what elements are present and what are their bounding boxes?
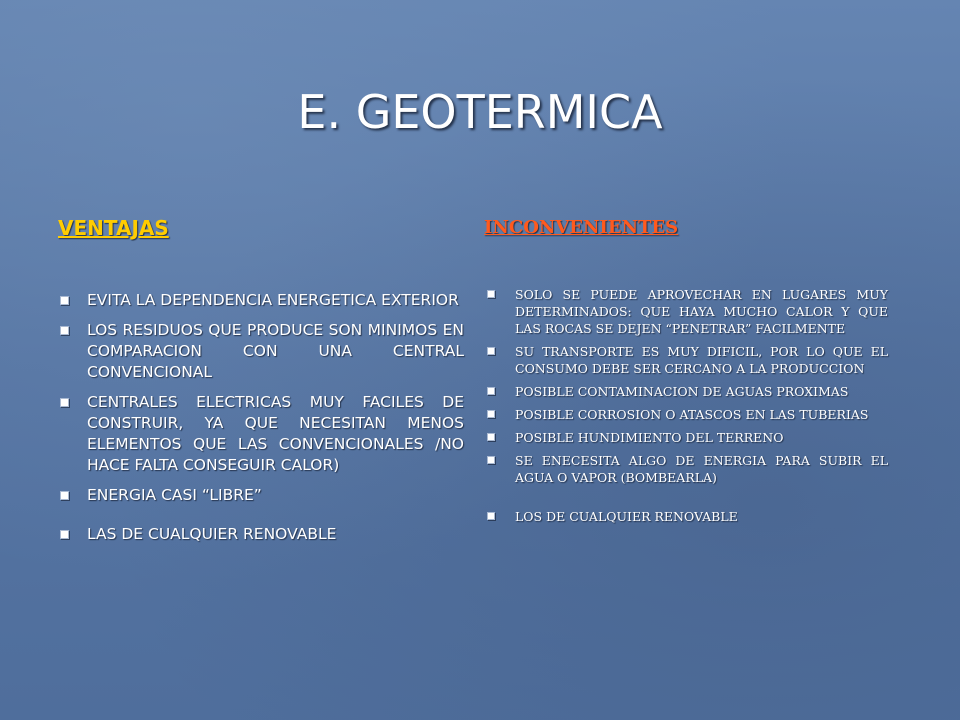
square-bullet-icon (487, 387, 495, 395)
square-bullet-icon (60, 491, 69, 500)
ventajas-column (58, 214, 464, 554)
list-item-text: SU TRANSPORTE ES MUY DIFICIL, POR LO QUE EL CONSUMO DEBE SER CERCANO A LA PRODUCCION (515, 344, 888, 376)
square-bullet-icon (60, 398, 69, 407)
inconvenientes-column (484, 214, 888, 531)
list-item (484, 429, 888, 446)
list-item-text: SE ENECESITA ALGO DE ENERGIA PARA SUBIR EL AGUA O VAPOR (BOMBEARLA) (515, 453, 888, 485)
inconvenientes-list (484, 286, 888, 525)
square-bullet-icon (487, 290, 495, 298)
list-item-text: LAS DE CUALQUIER RENOVABLE (87, 525, 337, 543)
list-item (58, 290, 464, 311)
square-bullet-icon (487, 512, 495, 520)
list-item-text: LOS DE CUALQUIER RENOVABLE (515, 509, 738, 524)
square-bullet-icon (487, 410, 495, 418)
list-item (58, 485, 464, 506)
square-bullet-icon (487, 347, 495, 355)
list-item-text: POSIBLE HUNDIMIENTO DEL TERRENO (515, 430, 784, 445)
list-item-text: CENTRALES ELECTRICAS MUY FACILES DE CONSTRUIR, YA QUE NECESITAN MENOS ELEMENTOS QUE LAS CONVENCIONALES /NO HACE FALTA CONSEGUIR CALOR) (87, 393, 464, 474)
list-item (484, 452, 888, 486)
list-item (58, 320, 464, 383)
list-item (58, 524, 464, 545)
list-item-text: EVITA LA DEPENDENCIA ENERGETICA EXTERIOR (87, 291, 459, 309)
slide-title: E. GEOTERMICA (297, 85, 663, 139)
list-item-text: LOS RESIDUOS QUE PRODUCE SON MINIMOS EN COMPARACION CON UNA CENTRAL CONVENCIONAL (87, 321, 464, 381)
square-bullet-icon (60, 296, 69, 305)
square-bullet-icon (487, 456, 495, 464)
list-item (484, 383, 888, 400)
list-item (484, 508, 888, 525)
list-item-text: ENERGIA CASI “LIBRE” (87, 486, 262, 504)
list-item (484, 286, 888, 337)
list-item-text: SOLO SE PUEDE APROVECHAR EN LUGARES MUY DETERMINADOS: QUE HAYA MUCHO CALOR Y QUE LAS ROCAS SE DEJEN “PENETRAR” FACILMENTE (515, 287, 888, 336)
inconvenientes-heading: INCONVENIENTES (484, 217, 679, 238)
square-bullet-icon (60, 326, 69, 335)
list-item (58, 392, 464, 476)
list-item (484, 343, 888, 377)
list-item (484, 406, 888, 423)
square-bullet-icon (60, 530, 69, 539)
ventajas-list (58, 290, 464, 545)
list-item-text: POSIBLE CONTAMINACION DE AGUAS PROXIMAS (515, 384, 849, 399)
list-item-text: POSIBLE CORROSION O ATASCOS EN LAS TUBERIAS (515, 407, 869, 422)
square-bullet-icon (487, 433, 495, 441)
ventajas-heading: VENTAJAS (58, 216, 169, 240)
